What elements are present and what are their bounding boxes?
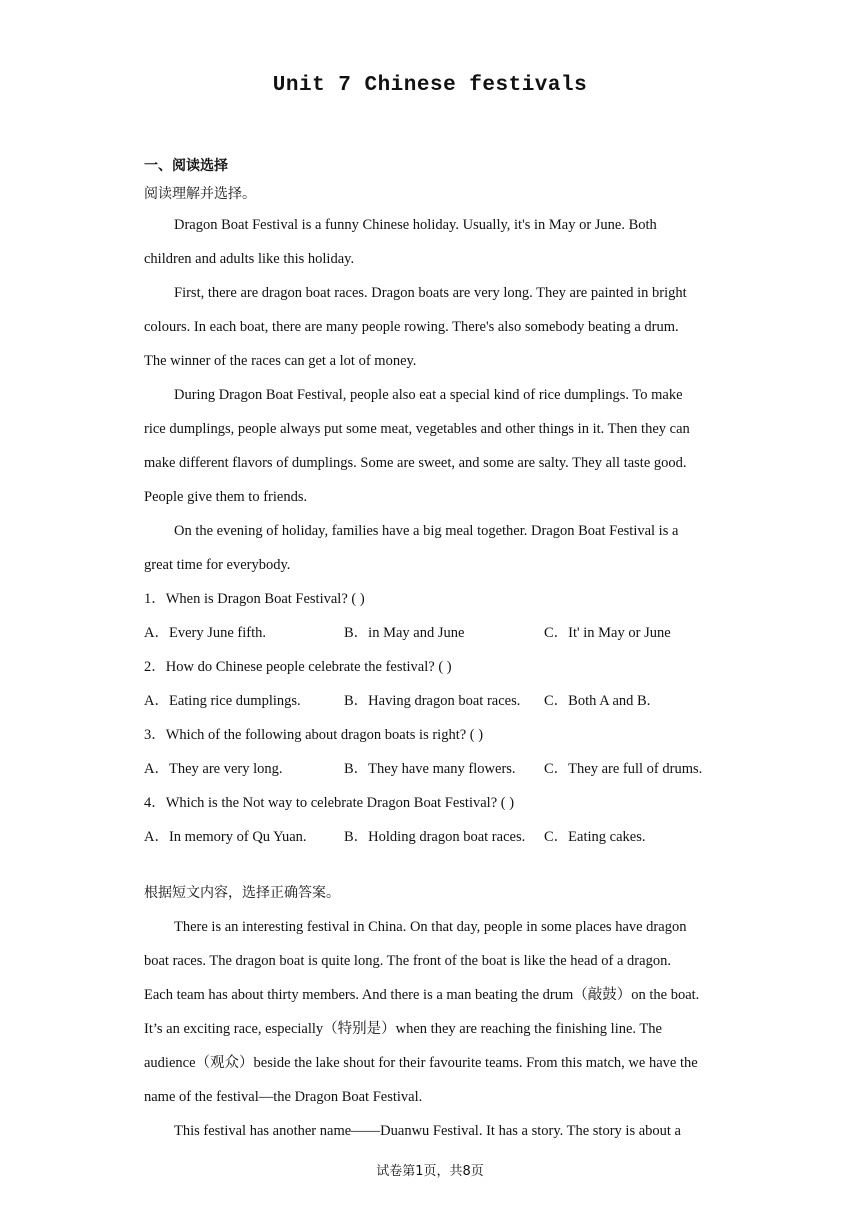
section-instruction-2: 根据短文内容，选择正确答案。: [144, 885, 340, 901]
option-c[interactable]: C．Both A and B.: [544, 693, 651, 709]
question-1-options: [144, 616, 719, 650]
question-4: 4．Which is the Not way to celebrate Dragon Boat Festival? ( ): [144, 795, 515, 811]
question-1: 1．When is Dragon Boat Festival? ( ): [144, 591, 365, 607]
passage-line: name of the festival—the Dragon Boat Festival.: [144, 1089, 423, 1105]
option-b[interactable]: B．in May and June: [344, 625, 465, 641]
option-b[interactable]: B．They have many flowers.: [344, 761, 516, 777]
page-footer: 试卷第1页，共8页: [376, 1164, 484, 1179]
passage-line: make different flavors of dumplings. Some are sweet, and some are salty. They all taste good.: [144, 455, 687, 471]
passage-line: boat races. The dragon boat is quite long. The front of the boat is like the head of a dragon.: [144, 953, 671, 969]
passage-line: The winner of the races can get a lot of money.: [144, 353, 417, 369]
passage-line: First, there are dragon boat races. Dragon boats are very long. They are painted in bright: [174, 285, 687, 301]
option-a[interactable]: A．They are very long.: [144, 761, 283, 777]
passage-line: great time for everybody.: [144, 557, 291, 573]
passage-line: rice dumplings, people always put some meat, vegetables and other things in it. Then they can: [144, 421, 690, 437]
option-a[interactable]: A．In memory of Qu Yuan.: [144, 829, 307, 845]
question-2: 2．How do Chinese people celebrate the festival? ( ): [144, 659, 452, 675]
passage-line: audience（观众）beside the lake shout for their favourite teams. From this match, we have the: [144, 1055, 698, 1071]
passage-line: colours. In each boat, there are many people rowing. There's also somebody beating a drum.: [144, 319, 679, 335]
section-heading: 一、阅读选择: [144, 158, 228, 174]
option-c[interactable]: C．Eating cakes.: [544, 829, 646, 845]
question-4-options: [144, 820, 719, 854]
passage-line: This festival has another name——Duanwu Festival. It has a story. The story is about a: [174, 1123, 681, 1139]
passage-line: children and adults like this holiday.: [144, 251, 355, 267]
option-a[interactable]: A．Eating rice dumplings.: [144, 693, 301, 709]
passage-line: On the evening of holiday, families have a big meal together. Dragon Boat Festival is a: [174, 523, 679, 539]
passage-line: It’s an exciting race, especially（特别是）when they are reaching the finishing line. The: [144, 1021, 662, 1037]
passage-line: Each team has about thirty members. And there is a man beating the drum（敲鼓）on the boat.: [144, 987, 700, 1003]
section-instruction: 阅读理解并选择。: [144, 186, 256, 202]
option-b[interactable]: B．Holding dragon boat races.: [344, 829, 526, 845]
reading-passage-1: [144, 208, 719, 582]
question-list: [144, 582, 719, 854]
document-body: [144, 152, 719, 1148]
question-2-options: [144, 684, 719, 718]
reading-passage-2: [144, 910, 719, 1148]
passage-line: During Dragon Boat Festival, people also eat a special kind of rice dumplings. To make: [174, 387, 683, 403]
question-3-options: [144, 752, 719, 786]
passage-line: People give them to friends.: [144, 489, 308, 505]
option-c[interactable]: C．They are full of drums.: [544, 761, 703, 777]
question-3: 3．Which of the following about dragon boats is right? ( ): [144, 727, 484, 743]
passage-line: There is an interesting festival in China. On that day, people in some places have dragon: [174, 919, 687, 935]
option-c[interactable]: C．It' in May or June: [544, 625, 671, 641]
passage-line: Dragon Boat Festival is a funny Chinese holiday. Usually, it's in May or June. Both: [174, 217, 657, 233]
page-title: Unit 7 Chinese festivals: [272, 74, 588, 97]
option-b[interactable]: B．Having dragon boat races.: [344, 693, 521, 709]
option-a[interactable]: A．Every June fifth.: [144, 625, 267, 641]
